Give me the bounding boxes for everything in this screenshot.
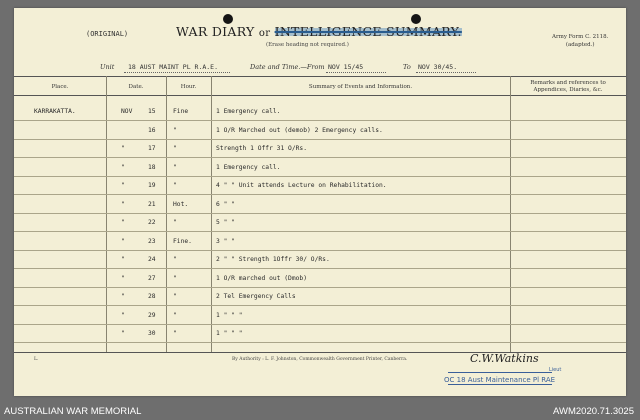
entry-summary: 1 O/R Marched out (demob) 2 Emergency calls.	[216, 126, 383, 134]
col-header-remarks	[510, 80, 626, 94]
entry-summary: 1 Emergency call.	[216, 163, 281, 171]
col-header-date: Date.	[128, 84, 144, 90]
entry-day: 23	[148, 237, 156, 245]
entry-month: "	[121, 200, 125, 208]
entry-day: 18	[148, 163, 156, 171]
entry-day: 30	[148, 330, 156, 337]
col-header-hour: Hour.	[180, 84, 197, 90]
entry-month: "	[121, 237, 125, 245]
entry-summary: 1 " " "	[216, 311, 243, 319]
col-divider-place	[106, 76, 107, 352]
stamp-rule-bottom	[448, 384, 552, 385]
entry-day: 16	[148, 126, 156, 134]
entry-day: 17	[148, 145, 156, 152]
entry-hour: Fine.	[173, 237, 192, 245]
entry-month: "	[121, 330, 125, 337]
entry-month: "	[121, 293, 125, 300]
row-rule	[14, 324, 626, 325]
army-form-number: Army Form C. 2118.	[552, 34, 609, 40]
from-dotline	[326, 72, 386, 73]
entry-hour: "	[173, 182, 177, 189]
col-header-place: Place.	[51, 84, 69, 90]
to-dotline	[416, 72, 476, 73]
entry-summary: 3 " "	[216, 237, 235, 245]
printer-authority: By Authority : L. F. Johnston, Commonwealth Government Printer, Canberra.	[232, 357, 408, 362]
row-rule	[14, 194, 626, 195]
col-divider-summary	[510, 76, 511, 352]
entry-day: 28	[148, 293, 156, 300]
title-or: or	[258, 28, 271, 39]
entry-month: "	[121, 274, 125, 282]
unit-label: Unit	[100, 63, 115, 71]
entry-hour: "	[173, 145, 177, 152]
entry-month: "	[121, 182, 125, 189]
caption-right: AWM2020.71.3025	[553, 406, 634, 417]
entry-summary: 1 " " "	[216, 330, 243, 337]
col-header-summary: Summary of Events and Information.	[308, 84, 413, 90]
entry-month: NOV	[121, 108, 133, 115]
punch-hole-right	[411, 14, 421, 24]
entry-hour: Hot.	[173, 200, 189, 208]
footer-ref: L.	[34, 357, 39, 362]
entry-month: "	[121, 256, 125, 263]
row-rule	[14, 157, 626, 158]
punch-hole-left	[223, 14, 233, 24]
entry-hour: "	[173, 163, 177, 171]
unit-value: 18 AUST MAINT PL R.A.E.	[128, 63, 219, 71]
entry-hour: "	[173, 330, 177, 337]
army-form-label	[552, 33, 608, 49]
army-form-adapted: (adapted.)	[565, 42, 595, 48]
remarks-line-2: Appendices, Diaries, &c.	[533, 87, 603, 93]
entry-summary: 5 " "	[216, 219, 235, 226]
entry-summary: 1 Emergency call.	[216, 108, 281, 115]
entry-hour: "	[173, 219, 177, 226]
entry-month: "	[121, 145, 125, 152]
entry-summary: Strength 1 Offr 31 O/Rs.	[216, 145, 307, 152]
entry-hour: "	[173, 126, 177, 134]
row-rule	[14, 287, 626, 288]
signature: C.W.Watkins	[470, 352, 539, 365]
entry-day: 24	[148, 256, 156, 263]
entry-month: "	[121, 311, 125, 319]
to-value: NOV 30/45.	[418, 63, 458, 71]
entry-hour: "	[173, 274, 177, 282]
entry-place: KARRAKATTA.	[34, 108, 76, 115]
from-value: NOV 15/45	[328, 63, 364, 71]
entry-hour: Fine	[173, 108, 189, 115]
entry-day: 27	[148, 274, 156, 282]
row-rule	[14, 213, 626, 214]
title-struck: INTELLIGENCE SUMMARY.	[274, 24, 462, 39]
row-rule	[14, 268, 626, 269]
form-title	[176, 24, 462, 39]
caption-left: AUSTRALIAN WAR MEMORIAL	[4, 406, 142, 417]
row-rule	[14, 120, 626, 121]
row-rule	[14, 305, 626, 306]
col-divider-hour	[211, 76, 212, 352]
entry-summary: 2 " " Strength 1Offr 30/ O/Rs.	[216, 256, 330, 263]
date-label: Date and Time.—From	[250, 63, 325, 71]
row-rule	[14, 139, 626, 140]
col-divider-date	[166, 76, 167, 352]
unit-dotline	[124, 72, 230, 73]
stamp-rule-top	[448, 372, 552, 373]
row-rule	[14, 250, 626, 251]
row-rule	[14, 176, 626, 177]
row-rule	[14, 342, 626, 343]
unit-stamp: OC 18 Aust Maintenance Pl RAE	[444, 376, 556, 384]
entry-month: "	[121, 163, 125, 171]
entry-day: 19	[148, 182, 156, 189]
entry-summary: 6 " "	[216, 200, 235, 208]
entry-hour: "	[173, 256, 177, 263]
entry-hour: "	[173, 293, 177, 300]
entry-summary: 1 O/R marched out (Dmob)	[216, 274, 307, 282]
original-label: (ORIGINAL)	[86, 30, 129, 38]
erase-note: (Erase heading not required.)	[266, 42, 349, 48]
entry-day: 15	[148, 108, 156, 115]
row-rule	[14, 231, 626, 232]
entry-summary: 4 " " Unit attends Lecture on Rehabilitation.	[216, 182, 387, 189]
title-main: WAR DIARY	[176, 24, 255, 39]
entry-day: 22	[148, 219, 156, 226]
entry-hour: "	[173, 311, 177, 319]
entry-day: 21	[148, 200, 156, 208]
to-label: To	[403, 63, 411, 71]
stamp-lieut: Lieut	[549, 367, 562, 373]
entry-summary: 2 Tel Emergency Calls	[216, 293, 296, 300]
remarks-line-1: Remarks and references to	[530, 80, 606, 86]
entry-day: 29	[148, 311, 156, 319]
entry-month: "	[121, 219, 125, 226]
